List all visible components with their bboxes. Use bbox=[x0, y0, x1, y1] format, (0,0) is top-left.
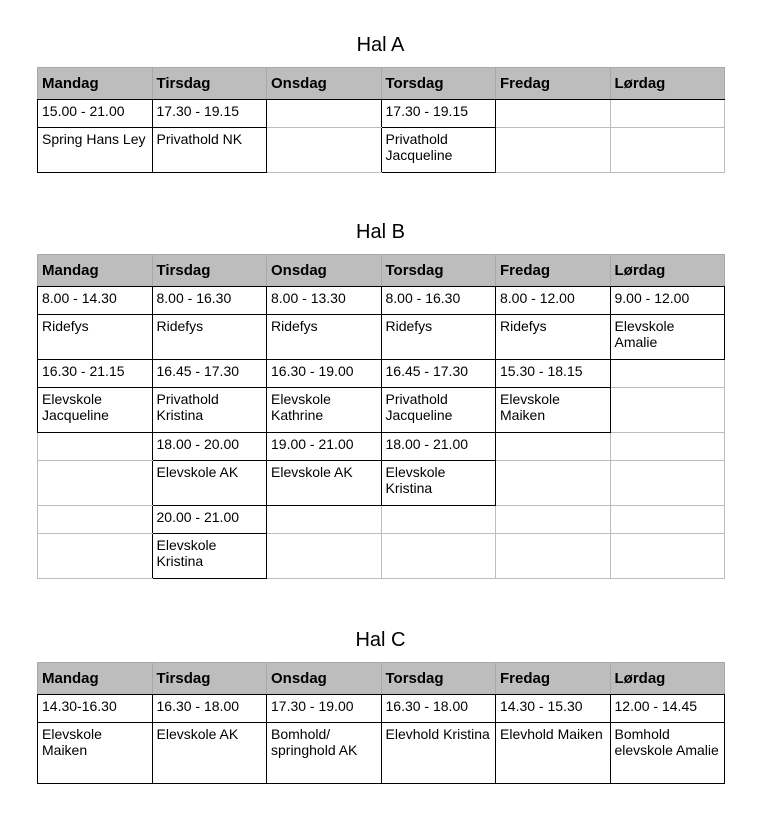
day-header-lordag: Lørdag bbox=[610, 68, 725, 100]
time-cell bbox=[38, 506, 153, 534]
day-header-torsdag: Torsdag bbox=[381, 663, 496, 695]
activity-cell bbox=[267, 128, 382, 173]
day-header-onsdag: Onsdag bbox=[267, 68, 382, 100]
time-cell bbox=[38, 433, 153, 461]
activity-cell bbox=[38, 461, 153, 506]
activity-cell: Ridefys bbox=[381, 315, 496, 360]
time-cell bbox=[496, 100, 611, 128]
time-cell: 8.00 - 16.30 bbox=[152, 287, 267, 315]
time-row bbox=[38, 100, 725, 128]
day-header-onsdag: Onsdag bbox=[267, 255, 382, 287]
activity-cell: Elevskole AK bbox=[152, 723, 267, 784]
hall-c-title: Hal C bbox=[355, 629, 406, 651]
time-cell: 8.00 - 12.00 bbox=[496, 287, 611, 315]
time-row bbox=[38, 695, 725, 723]
time-cell: 15.00 - 21.00 bbox=[38, 100, 153, 128]
time-cell bbox=[496, 506, 611, 534]
hall-b-section bbox=[37, 218, 724, 579]
time-cell: 8.00 - 13.30 bbox=[267, 287, 382, 315]
activity-cell bbox=[610, 128, 725, 173]
time-cell: 15.30 - 18.15 bbox=[496, 360, 611, 388]
activity-cell: Elevskole Jacqueline bbox=[38, 388, 153, 433]
activity-cell bbox=[38, 534, 153, 579]
time-cell: 8.00 - 14.30 bbox=[38, 287, 153, 315]
time-cell bbox=[381, 506, 496, 534]
hall-a-title: Hal A bbox=[356, 34, 405, 56]
activity-cell: Elevskole Maiken bbox=[496, 388, 611, 433]
day-header-mandag: Mandag bbox=[38, 663, 153, 695]
activity-row bbox=[38, 388, 725, 433]
time-row bbox=[38, 506, 725, 534]
time-cell: 17.30 - 19.00 bbox=[267, 695, 382, 723]
day-header-mandag: Mandag bbox=[38, 255, 153, 287]
activity-cell bbox=[496, 534, 611, 579]
hall-c-schedule-table bbox=[37, 662, 725, 784]
time-cell bbox=[267, 506, 382, 534]
time-cell: 16.45 - 17.30 bbox=[381, 360, 496, 388]
day-header-fredag: Fredag bbox=[496, 68, 611, 100]
activity-cell: Elevskole AK bbox=[152, 461, 267, 506]
time-cell: 20.00 - 21.00 bbox=[152, 506, 267, 534]
activity-cell: Privathold Jacqueline bbox=[381, 128, 496, 173]
activity-cell: Privathold NK bbox=[152, 128, 267, 173]
activity-cell: Elevhold Maiken bbox=[496, 723, 611, 784]
day-header-fredag: Fredag bbox=[496, 255, 611, 287]
header-row bbox=[38, 68, 725, 100]
header-row bbox=[38, 255, 725, 287]
activity-cell: Bomhold elevskole Amalie bbox=[610, 723, 725, 784]
day-header-lordag: Lørdag bbox=[610, 255, 725, 287]
activity-cell: Elevskole Amalie bbox=[610, 315, 725, 360]
time-cell: 16.30 - 19.00 bbox=[267, 360, 382, 388]
hall-a-schedule-table bbox=[37, 67, 725, 173]
day-header-lordag: Lørdag bbox=[610, 663, 725, 695]
time-cell bbox=[267, 100, 382, 128]
activity-cell bbox=[496, 128, 611, 173]
time-cell: 9.00 - 12.00 bbox=[610, 287, 725, 315]
time-cell: 14.30 - 15.30 bbox=[496, 695, 611, 723]
time-row bbox=[38, 433, 725, 461]
activity-cell: Elevskole Maiken bbox=[38, 723, 153, 784]
day-header-mandag: Mandag bbox=[38, 68, 153, 100]
time-cell: 12.00 - 14.45 bbox=[610, 695, 725, 723]
activity-cell: Ridefys bbox=[38, 315, 153, 360]
activity-cell bbox=[267, 534, 382, 579]
time-cell: 17.30 - 19.15 bbox=[152, 100, 267, 128]
day-header-fredag: Fredag bbox=[496, 663, 611, 695]
time-row bbox=[38, 287, 725, 315]
activity-row bbox=[38, 461, 725, 506]
day-header-torsdag: Torsdag bbox=[381, 68, 496, 100]
activity-row bbox=[38, 534, 725, 579]
day-header-tirsdag: Tirsdag bbox=[152, 68, 267, 100]
time-cell: 19.00 - 21.00 bbox=[267, 433, 382, 461]
hall-b-title: Hal B bbox=[356, 221, 405, 243]
activity-cell: Elevskole Kristina bbox=[152, 534, 267, 579]
time-cell: 16.45 - 17.30 bbox=[152, 360, 267, 388]
time-cell bbox=[610, 506, 725, 534]
activity-cell: Ridefys bbox=[267, 315, 382, 360]
activity-cell: Ridefys bbox=[152, 315, 267, 360]
hall-a-section bbox=[37, 31, 724, 173]
time-cell: 14.30-16.30 bbox=[38, 695, 153, 723]
activity-cell: Elevskole AK bbox=[267, 461, 382, 506]
day-header-onsdag: Onsdag bbox=[267, 663, 382, 695]
time-cell: 16.30 - 18.00 bbox=[152, 695, 267, 723]
activity-cell: Spring Hans Ley bbox=[38, 128, 153, 173]
activity-cell: Elevskole Kathrine bbox=[267, 388, 382, 433]
activity-cell: Ridefys bbox=[496, 315, 611, 360]
time-cell bbox=[610, 100, 725, 128]
time-cell: 18.00 - 21.00 bbox=[381, 433, 496, 461]
day-header-tirsdag: Tirsdag bbox=[152, 663, 267, 695]
time-cell: 18.00 - 20.00 bbox=[152, 433, 267, 461]
activity-cell bbox=[496, 461, 611, 506]
activity-cell bbox=[610, 388, 725, 433]
activity-cell: Privathold Jacqueline bbox=[381, 388, 496, 433]
day-header-tirsdag: Tirsdag bbox=[152, 255, 267, 287]
day-header-torsdag: Torsdag bbox=[381, 255, 496, 287]
time-cell bbox=[610, 360, 725, 388]
activity-row bbox=[38, 723, 725, 784]
activity-cell bbox=[381, 534, 496, 579]
activity-cell: Bomhold/ springhold AK bbox=[267, 723, 382, 784]
activity-row bbox=[38, 128, 725, 173]
hall-c-section bbox=[37, 626, 724, 784]
time-cell: 16.30 - 21.15 bbox=[38, 360, 153, 388]
activity-cell: Privathold Kristina bbox=[152, 388, 267, 433]
hall-b-schedule-table bbox=[37, 254, 725, 579]
time-cell: 17.30 - 19.15 bbox=[381, 100, 496, 128]
header-row bbox=[38, 663, 725, 695]
time-cell bbox=[610, 433, 725, 461]
activity-cell: Elevskole Kristina bbox=[381, 461, 496, 506]
activity-cell: Elevhold Kristina bbox=[381, 723, 496, 784]
activity-row bbox=[38, 315, 725, 360]
time-cell: 8.00 - 16.30 bbox=[381, 287, 496, 315]
time-cell bbox=[496, 433, 611, 461]
time-row bbox=[38, 360, 725, 388]
activity-cell bbox=[610, 461, 725, 506]
time-cell: 16.30 - 18.00 bbox=[381, 695, 496, 723]
activity-cell bbox=[610, 534, 725, 579]
